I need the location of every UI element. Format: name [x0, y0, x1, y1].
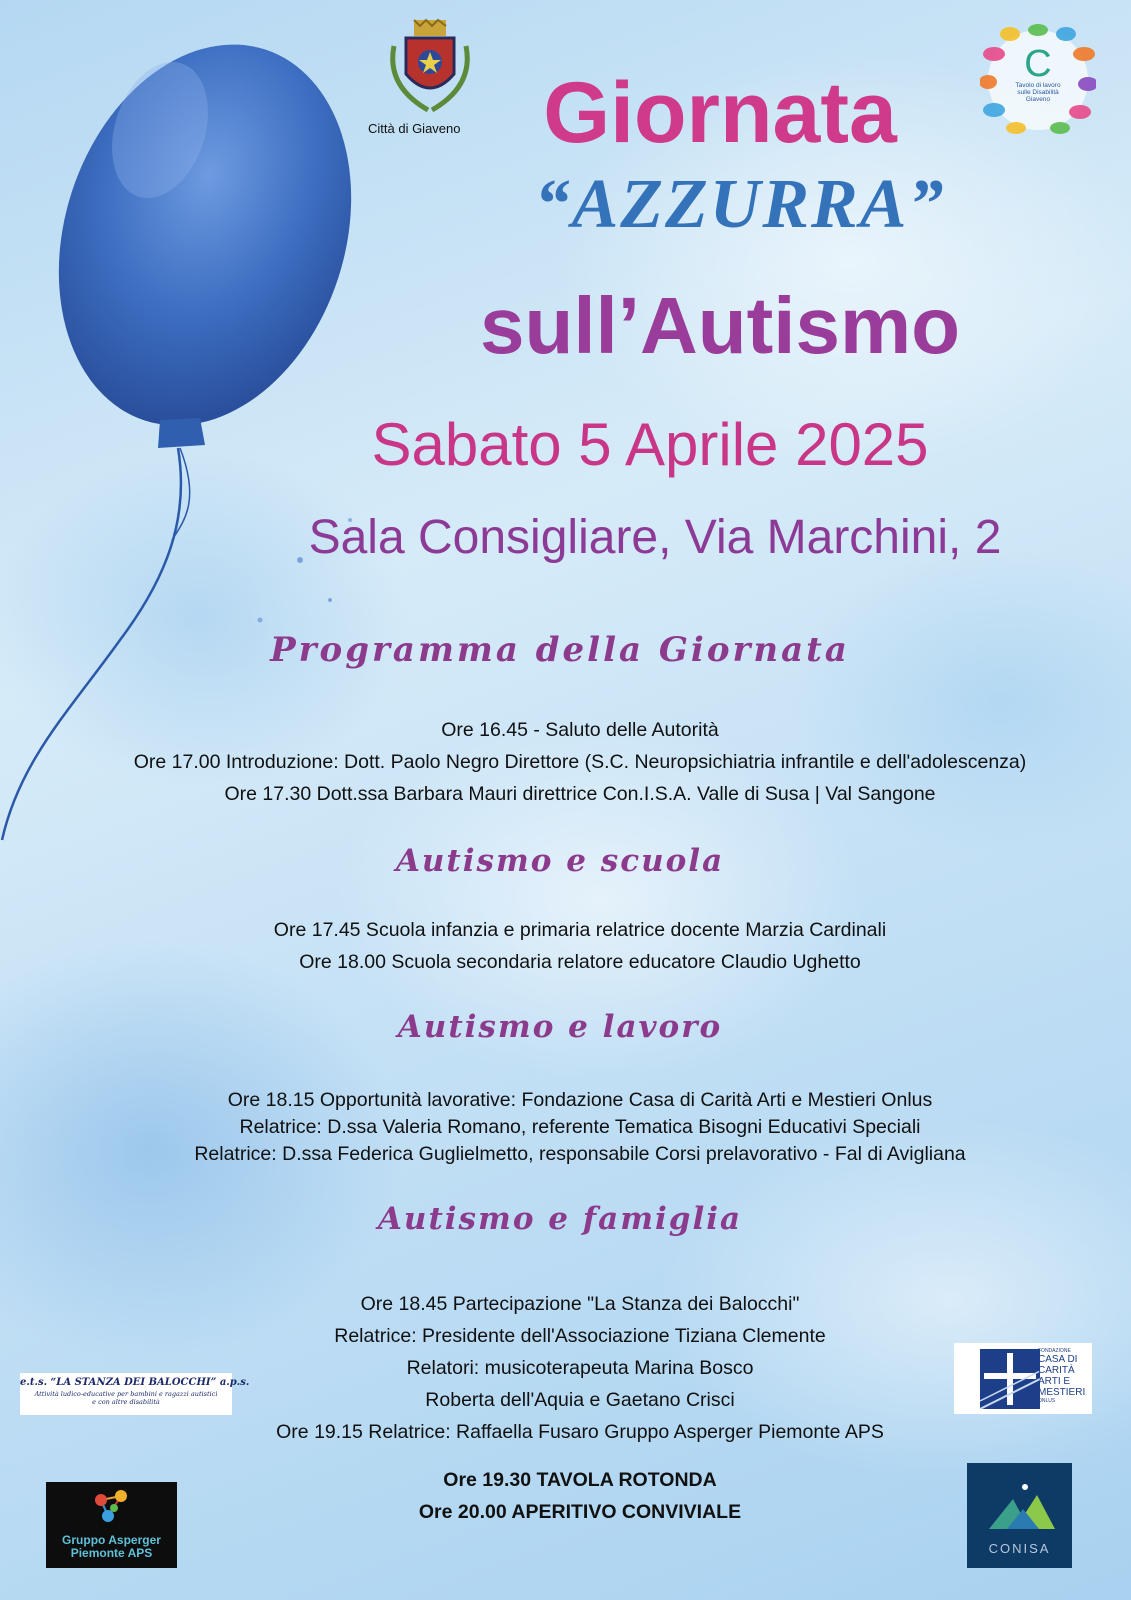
program-item: Ore 17.00 Introduzione: Dott. Paolo Negro Direttore (S.C. Neuropsichiatria infrantile e dell'adolescenza) [133, 751, 1027, 773]
program-item: Ore 16.45 - Saluto delle Autorità [441, 719, 719, 741]
title-giornata: Giornata [543, 65, 897, 161]
famiglia-item: Relatrice: Presidente dell'Associazione Tiziana Clemente [334, 1325, 826, 1347]
event-date: Sabato 5 Aprile 2025 [371, 411, 929, 478]
gruppo-asperger-logo: Gruppo Asperger Piemonte APS [46, 1482, 177, 1568]
famiglia-item: Ore 18.45 Partecipazione "La Stanza dei Balocchi" [360, 1293, 800, 1315]
casa-carita-logo: FONDAZIONE CASA DI CARITÀ ARTI E MESTIERI ONLUS [954, 1343, 1092, 1414]
famiglia-item: Relatori: musicoterapeuta Marina Bosco [406, 1357, 754, 1379]
title-autismo: sull’Autismo [479, 281, 961, 370]
lavoro-item: Ore 18.15 Opportunità lavorative: Fondazione Casa di Carità Arti e Mestieri Onlus [227, 1089, 933, 1111]
famiglia-heading: Autismo e famiglia [377, 1201, 743, 1237]
closing-item: Ore 19.30 TAVOLA ROTONDA [443, 1469, 717, 1491]
scuola-item: Ore 18.00 Scuola secondaria relatore educatore Claudio Ughetto [299, 951, 861, 973]
city-crest-logo [388, 16, 472, 116]
program-list [40, 714, 1120, 810]
program-item: Ore 17.30 Dott.ssa Barbara Mauri direttrice Con.I.S.A. Valle di Susa | Val Sangone [224, 783, 936, 805]
balloon-knot [158, 418, 205, 448]
lavoro-list [40, 1087, 1120, 1168]
closing-item: Ore 20.00 APERITIVO CONVIVIALE [418, 1501, 742, 1523]
scuola-item: Ore 17.45 Scuola infanzia e primaria relatrice docente Marzia Cardinali [273, 919, 887, 941]
city-label: Città di Giaveno [368, 121, 461, 136]
stanza-balocchi-logo: e.t.s. “LA STANZA DEI BALOCCHI” a.p.s. Attività ludico-educative per bambini e ragazzi autistici e con altre disabilità [20, 1373, 232, 1415]
famiglia-item: Ore 19.15 Relatrice: Raffaella Fusaro Gruppo Asperger Piemonte APS [276, 1421, 884, 1443]
closing-list [40, 1464, 1120, 1528]
lavoro-heading: Autismo e lavoro [397, 1009, 723, 1045]
lavoro-item: Relatrice: D.ssa Valeria Romano, referente Tematica Bisogni Educativi Speciali [239, 1116, 921, 1138]
scuola-list [40, 914, 1120, 978]
tavolo-logo-text: Tavolo di lavoro sulle Disabilità Giaveno [1015, 82, 1061, 103]
network-icon [46, 1482, 177, 1532]
tavolo-disabilita-logo [980, 24, 1096, 136]
event-venue: Sala Consigliare, Via Marchini, 2 [308, 511, 1002, 564]
title-azzurra: “AZZURRA” [534, 166, 946, 243]
scuola-heading: Autismo e scuola [395, 843, 725, 879]
casa-carita-mark [980, 1349, 1040, 1409]
program-heading: Programma della Giornata [270, 630, 850, 670]
lavoro-item: Relatrice: D.ssa Federica Guglielmetto, responsabile Corsi prelavorativo - Fal di Avigliana [194, 1143, 966, 1165]
conisa-logo: CONISA [967, 1463, 1072, 1568]
balloon-body [12, 6, 399, 463]
famiglia-item: Roberta dell'Aquia e Gaetano Crisci [425, 1389, 735, 1411]
mountain-icon [967, 1471, 1072, 1541]
svg-text:C: C [1024, 43, 1052, 85]
